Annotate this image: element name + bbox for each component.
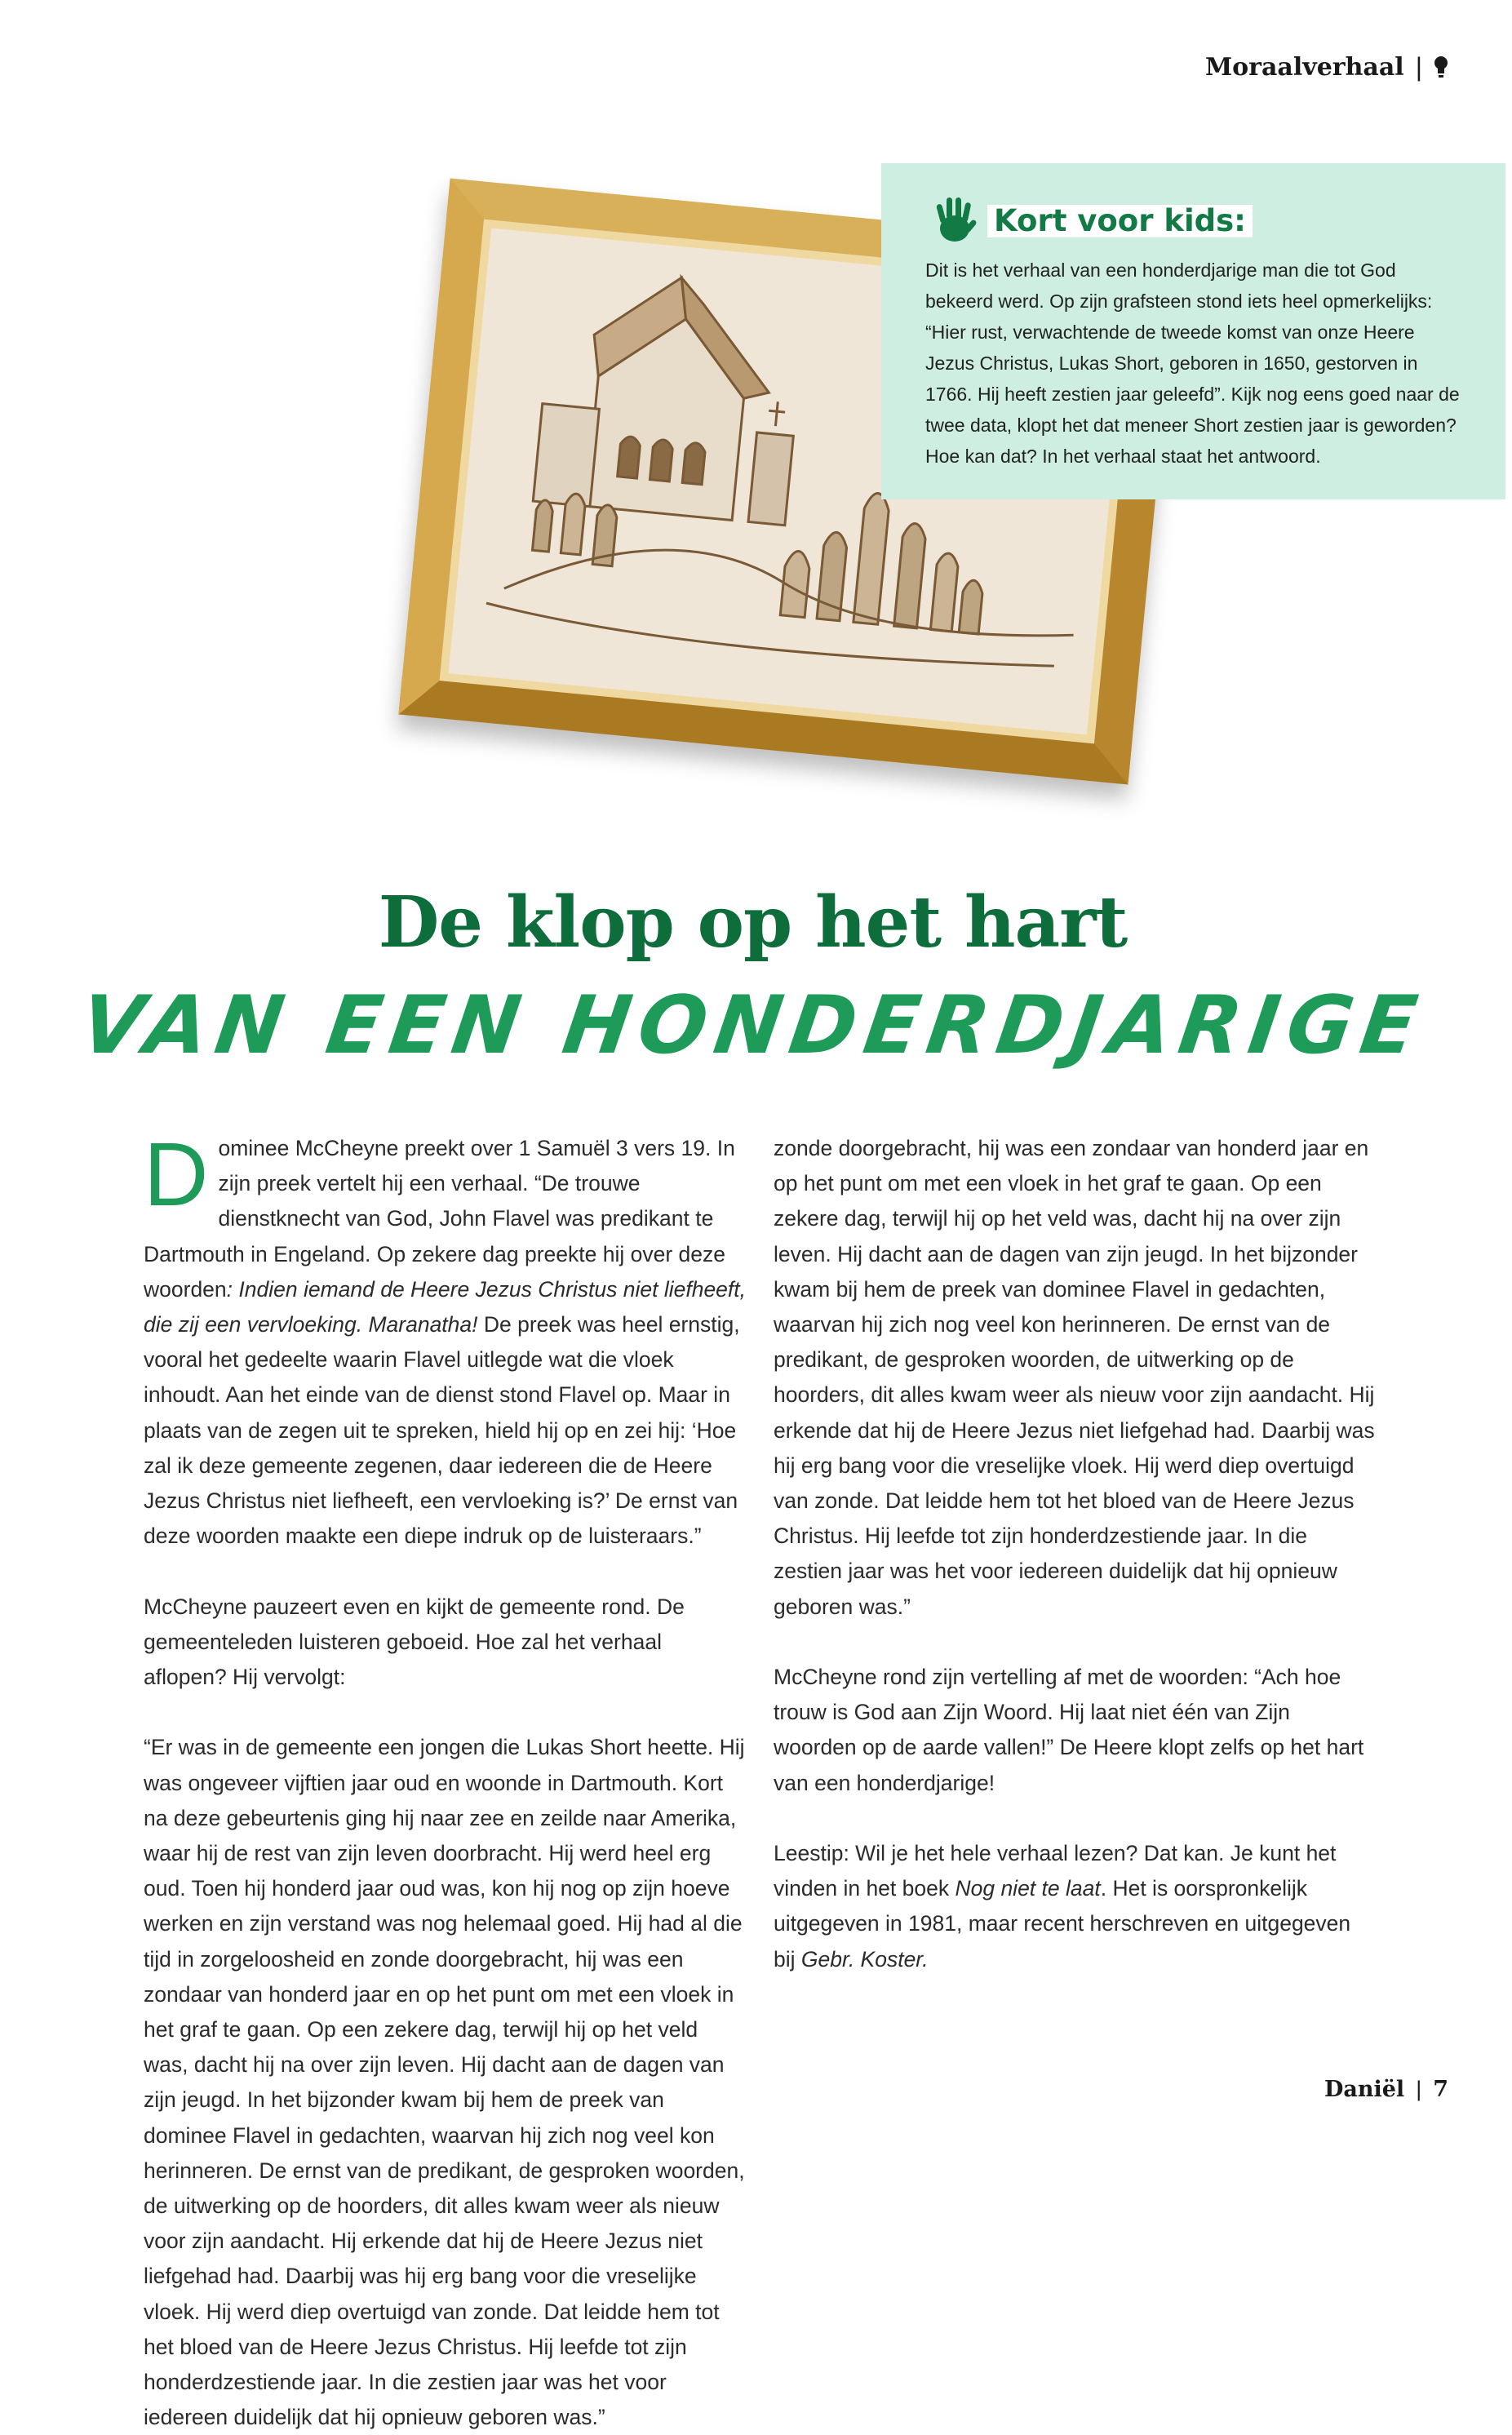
article-title: De klop op het hart: [378, 881, 1128, 964]
lightbulb-icon: [1434, 55, 1448, 80]
magazine-name: Daniël: [1324, 2077, 1405, 2102]
publisher: Gebr. Koster.: [800, 1946, 929, 1972]
page-footer: [1324, 2077, 1448, 2102]
paragraph-2: McCheyne pauzeert even en kijkt de gemeente rond. De gemeenteleden luisteren geboeid. Hoe zal het verhaal aflopen? Hij vervolgt:: [144, 1594, 685, 1690]
section-label: Moraalverhaal: [1204, 53, 1404, 82]
paragraph-3: “Er was in de gemeente een jongen die Lukas Short heette. Hij was ongeveer vijftien jaar oud en woonde in Dartmouth. Kort na deze gebeurtenis ging hij naar zee en zeilde naar Amerika, waar hij de rest van zijn leven doorbracht. Hij werd heel erg oud. Toen hij honderd jaar oud was, kon hij nog op zijn hoeve werken en zijn verstand was nog helemaal goed. Hij had al die tijd in zorgeloosheid en zonde doorgebracht, hij was een zondaar van honderd jaar en op het punt om met een vloek in het graf te gaan. Op een zekere dag, terwijl hij op het veld was, dacht hij na over zijn leven. Hij dacht aan de dagen van zijn jeugd. In het bijzonder kwam bij hem de preek van dominee Flavel in gedachten, waarvan hij zich nog veel kon herinneren. De ernst van de predikant, de gesproken woorden, de uitwerking op de hoorders, dit alles kwam weer als nieuw voor zijn aandacht. Hij erkende dat hij de Heere Jezus niet liefgehad had. Daarbij was hij erg bang voor die vreselijke vloek. Hij werd diep overtuigd van zonde. Dat leidde hem tot het bloed van de Heere Jezus Christus. Hij leefde tot zijn honderdzestiende jaar. In die zestien jaar was het voor iedereen duidelijk dat hij opnieuw geboren was.”: [144, 1735, 745, 2430]
kids-summary-box: [881, 163, 1505, 499]
handprint-icon: [930, 196, 979, 246]
kids-title: Kort voor kids:: [987, 205, 1253, 237]
paragraph-5: [774, 1836, 1377, 1977]
book-title: Nog niet te laat: [955, 1876, 1101, 1901]
kids-text: Dit is het verhaal van een honderdjarige man die tot God bekeerd werd. Op zijn grafsteen stond iets heel opmerkelijks: “Hier rust, verwachtende de tweede komst van onze Heere Jezus Christus, Lukas Short, geboren in 1650, gestorven in 1766. Hij heeft zestien jaar geleefd”. Kijk nog eens goed naar de twee data, klopt het dat meneer Short zestien jaar is geworden? Hoe kan dat? In het verhaal staat het antwoord.: [925, 259, 1460, 467]
drop-cap: D: [144, 1124, 209, 1225]
footer-separator: |: [1416, 2077, 1422, 2101]
page-header: [1205, 52, 1448, 82]
article-column-left: [144, 1124, 747, 2430]
reading-tip-start: Leestip: Wil je het hele verhaal lezen? Dat kan. Je kunt het vinden in het boek: [774, 1841, 1337, 1901]
paragraph-1: [144, 1124, 747, 1554]
reading-tip-mid: . Het is oorspronkelijk uitgegeven in 1981, maar recent herschreven en uitgegeven bij: [774, 1876, 1351, 1972]
paragraph-3-continued: zonde doorgebracht, hij was een zondaar van honderd jaar en op het punt om met een vloek in het graf te gaan. Op een zekere dag, terwijl hij op het veld was, dacht hij na over zijn leven. Hij dacht aan de dagen van zijn jeugd. In het bijzonder kwam bij hem de preek van dominee Flavel in gedachten, waarvan hij zich nog veel kon herinneren. De ernst van de predikant, de gesproken woorden, de uitwerking op de hoorders, dit alles kwam weer als nieuw voor zijn aandacht. Hij erkende dat hij de Heere Jezus niet liefgehad had. Daarbij was hij erg bang voor die vreselijke vloek. Hij werd diep overtuigd van zonde. Dat leidde hem tot het bloed van de Heere Jezus Christus. Hij leefde tot zijn honderdzestiende jaar. In die zestien jaar was het voor iedereen duidelijk dat hij opnieuw geboren was.”: [774, 1136, 1375, 1619]
article-column-right: [774, 1131, 1377, 2012]
page-number: 7: [1433, 2077, 1448, 2102]
paragraph-1-end: De preek was heel ernstig, vooral het gedeelte waarin Flavel uitlegde wat die vloek inhoudt. Aan het einde van de dienst stond Flavel op. Maar in plaats van de zegen uit te spreken, hield hij op en zei hij: ‘Hoe zal ik deze gemeente zegenen, daar iedereen die de Heere Jezus Christus niet liefheeft, een vervloeking is?’ De ernst van deze woorden maakte een diepe indruk op de luisteraars.”: [144, 1312, 740, 1549]
paragraph-1-quote: : Indien iemand de Heere Jezus Christus niet liefheeft, die zij een vervloeking. Maranatha!: [144, 1276, 747, 1337]
paragraph-4: McCheyne rond zijn vertelling af met de woorden: “Ach hoe trouw is God aan Zijn Woord. Hij laat niet één van Zijn woorden op de aarde vallen!” De Heere klopt zelfs op het hart van een honderdjarige!: [774, 1665, 1364, 1795]
paragraph-1-start: ominee McCheyne preekt over 1 Samuël 3 vers 19. In zijn preek vertelt hij een verhaal. “De trouwe dienstknecht van God, John Flavel was predikant te Dartmouth in Engeland. Op zekere dag preekte hij over deze woorden: [144, 1136, 735, 1302]
header-separator: |: [1415, 52, 1422, 82]
article-subtitle: VAN EEN HONDERDJARIGE: [74, 979, 1431, 1072]
